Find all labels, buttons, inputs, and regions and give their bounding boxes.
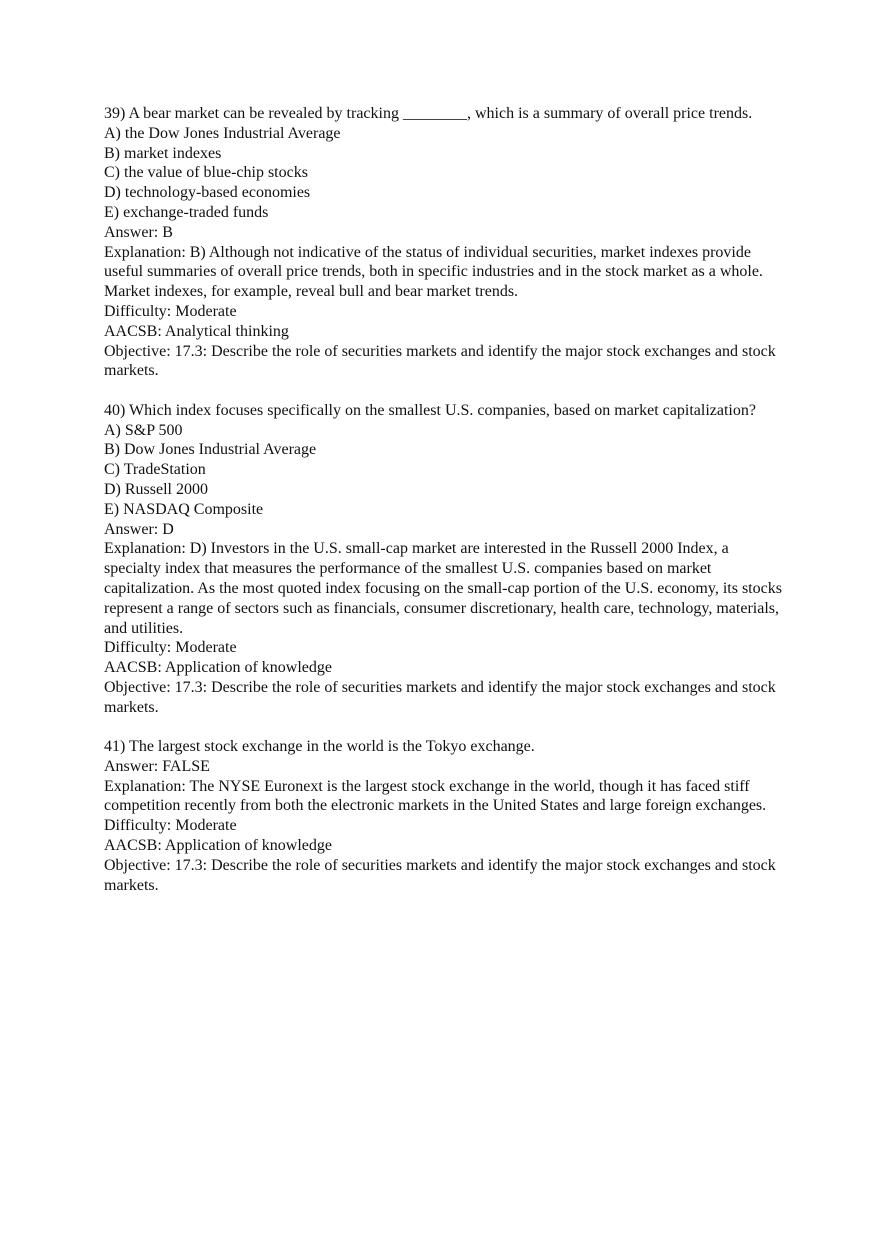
- answer: Answer: D: [104, 520, 174, 538]
- difficulty: Difficulty: Moderate: [104, 817, 237, 835]
- objective: Objective: 17.3: Describe the role of securities markets and identify the major stock exchanges and stock markets.: [104, 678, 776, 716]
- explanation: Explanation: D) Investors in the U.S. small-cap market are interested in the Russell 2000 Index, a specialty index that measures the performance of the smallest U.S. companies based on market capitalization. As the most quoted index focusing on the small-cap portion of the U.S. economy, its stocks represent a range of sectors such as financials, consumer discretionary, health care, technology, materials, and utilities.: [104, 540, 782, 637]
- question-41: [104, 737, 784, 895]
- objective: Objective: 17.3: Describe the role of securities markets and identify the major stock exchanges and stock markets.: [104, 342, 776, 380]
- option-b: B) market indexes: [104, 144, 222, 162]
- answer: Answer: FALSE: [104, 757, 210, 775]
- aacsb: AACSB: Analytical thinking: [104, 322, 289, 340]
- option-e: E) exchange-traded funds: [104, 203, 269, 221]
- option-c: C) the value of blue-chip stocks: [104, 164, 308, 182]
- aacsb: AACSB: Application of knowledge: [104, 837, 332, 855]
- explanation: Explanation: B) Although not indicative of the status of individual securities, market indexes provide useful summaries of overall price trends, both in specific industries and in the stock market as a whole. Market indexes, for example, reveal bull and bear market trends.: [104, 243, 763, 301]
- answer: Answer: B: [104, 223, 173, 241]
- option-a: A) S&P 500: [104, 421, 183, 439]
- difficulty: Difficulty: Moderate: [104, 302, 237, 320]
- option-d: D) Russell 2000: [104, 480, 208, 498]
- option-d: D) technology-based economies: [104, 184, 311, 202]
- option-c: C) TradeStation: [104, 461, 206, 479]
- option-e: E) NASDAQ Composite: [104, 500, 264, 518]
- question-stem: 41) The largest stock exchange in the world is the Tokyo exchange.: [104, 738, 535, 756]
- question-stem: 39) A bear market can be revealed by tracking ________, which is a summary of overall price trends.: [104, 105, 753, 122]
- explanation: Explanation: The NYSE Euronext is the largest stock exchange in the world, though it has faced stiff competition recently from both the electronic markets in the United States and large foreign exchanges.: [104, 777, 767, 815]
- option-b: B) Dow Jones Industrial Average: [104, 441, 317, 459]
- aacsb: AACSB: Application of knowledge: [104, 659, 332, 677]
- objective: Objective: 17.3: Describe the role of securities markets and identify the major stock exchanges and stock markets.: [104, 856, 776, 894]
- question-stem: 40) Which index focuses specifically on the smallest U.S. companies, based on market capitalization?: [104, 401, 756, 419]
- difficulty: Difficulty: Moderate: [104, 639, 237, 657]
- option-a: A) the Dow Jones Industrial Average: [104, 124, 341, 142]
- question-40: [104, 401, 784, 718]
- document-page: [104, 104, 784, 915]
- question-39: [104, 104, 784, 381]
